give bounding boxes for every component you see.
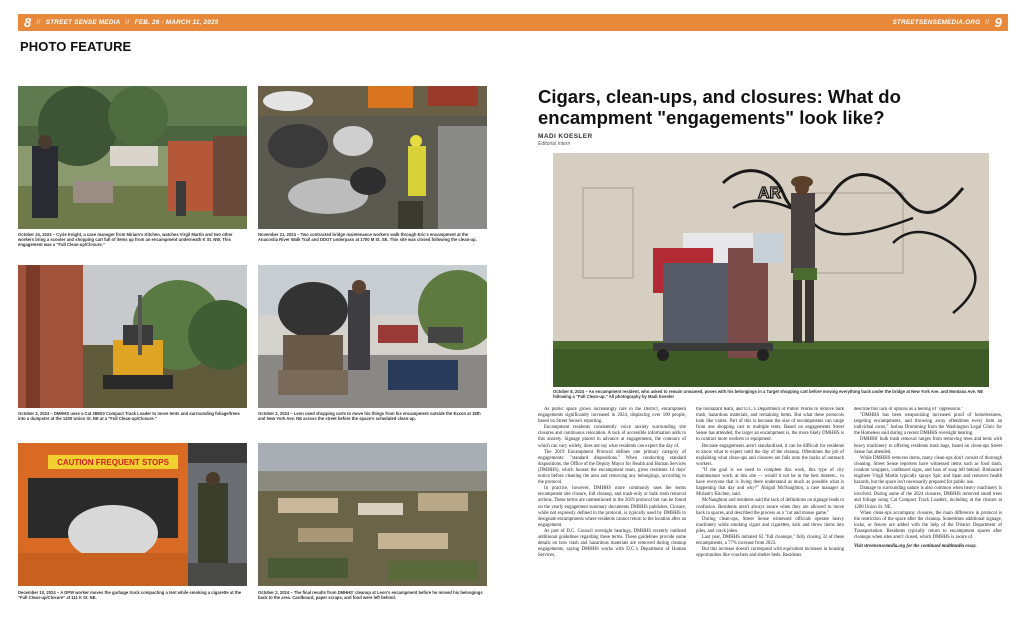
paragraph: Encampment residents consistently voice anxiety surrounding site closures and continuous relocation. A lack of accessible information adds to this anxiety. Signage placed in advance at engagements, the contours of which can vary widely, does not say what residents can expect the day of. (538, 425, 686, 449)
paragraph: the biohazard team, and D.C.'s Department of Public Works to remove bulk trash, hazardous materials, and remaining items. But what these protocols look like varies. Part of this is because the size of encampments can range from one shopping cart to multiple tents. Based on engagements Street Sense has attended, the larger an encampment is, the more likely DMHHS is to contract more workers or equipment. (696, 407, 844, 443)
page-number-left: 8 (24, 15, 32, 30)
article-column-1 (538, 407, 686, 607)
main-photo (553, 153, 989, 387)
section-title: PHOTO FEATURE (20, 39, 132, 54)
paragraph: McNaughton and residents said the lack of definitions on signage leads to confusion. Residents aren't always aware when they are allowed to move back to spaces, and described the process as a "cat and mouse game." (696, 498, 844, 516)
photo-6 (258, 443, 487, 586)
article-headline: Cigars, clean-ups, and closures: What do encampment "engagements" look like? (538, 86, 901, 128)
paragraph: The 2019 Encampment Protocol defines one primary category of engagements: "standard dispositions." When conducting standard dispositions, the Office of the Deputy Mayor for Health and Human Services (DMHHS), which houses the encampment team, gives residents 14 days' notice before cleaning the area and removing any belongings, according to the protocol. (538, 449, 686, 486)
photo-2-caption: November 21, 2024 – Two contracted bridge maintenance workers walk through Eric's encampment at the Anacostia River Walk Trail and DDOT underpass at 1700 M St. SE. This site was closed following the clean-up. (258, 232, 477, 243)
publication-name: STREET SENSE MEDIA (45, 19, 121, 26)
page-number-right: 9 (994, 15, 1002, 30)
header-right: STREETSENSEMEDIA.ORG // 9 (892, 15, 1002, 30)
paragraph: During clean-ups, Street Sense witnessed officials operate heavy machinery while smoking cigars and cigarettes, kick and throw items into piles, and crack jokes. (696, 516, 844, 534)
paragraph: "DMHHS has been weaponizing increased proof of homelessness, targeting encampments, and throwing away oftentimes every item an individual owns," Joshua Drumming from the Washington Legal Clinic for the Homeless said during a recent DMHHS oversight hearing. (854, 413, 1002, 437)
author-byline: MADI KOESLER (538, 133, 593, 140)
photo-5-caption: December 10, 2024 – A DPW worker moves the garbage truck compacting a tent while smoking a cigarette at the "Full Clean-up/Closure" at 111 K St. NE. (18, 590, 242, 601)
paragraph: But this increase doesn't correspond with equivalent increases in housing opportunities like vouchers and shelter beds. Residents (696, 547, 844, 559)
photo-4-caption: October 2, 2024 – Leon used shopping carts to move his things from his encampment outside the Exxon at 18th and New York Ave. NE across the street before the space's scheduled clean-up. (258, 411, 481, 422)
paragraph: As part of D.C. Council oversight hearings, DMHHS recently outlined additional guidelines regarding these terms. These guidelines provide some details on how trash and hazardous materials are removed during cleanup engagements, saying DMHHS works with D.C.'s Department of Human Services, (538, 528, 686, 559)
paragraph: describe this lack of options as a feeling of "oppression." (854, 407, 964, 412)
header-left: 8 // STREET SENSE MEDIA // FEB. 26 - MARCH 11, 2025 (24, 15, 219, 30)
photo-6-caption: October 2, 2024 – The final results from DMHHS' cleanup at Leon's encampment before he moved his belongings back to the area. Cardboard, paper scraps, and food were left behind. (258, 590, 483, 601)
paragraph: Last year, DMHHS initiated 62 "full cleanups," fully closing 32 of these encampments, a 77% increase from 2023. (696, 534, 844, 547)
website-link[interactable]: STREETSENSEMEDIA.ORG (892, 19, 981, 26)
photo-2 (258, 86, 487, 229)
truck-caution-sign: CAUTION FREQUENT STOPS (57, 458, 169, 467)
issue-date: FEB. 26 - MARCH 11, 2025 (134, 19, 219, 26)
article-column-3 (854, 407, 1002, 607)
article-column-2 (696, 407, 844, 607)
paragraph: When clean-ups accompany closures, the main difference in protocol is the restriction of the space after the cleanup. Sometimes additional signage, locks, or fences are added with the help of the District Department of Transportation. Residents typically return to encampment spaces after cleanups when sites aren't closed, which DMHHS is aware of. (854, 510, 1002, 540)
paragraph: In practice, however, DMHHS more commonly uses the terms encampment site closure, full cleanup, and trash-only or bulk trash removal actions. These terms are unmentioned in the 2019 protocol but can be found on the yearly engagement summary documents DMHHS publishes. Closure, while not expressly defined in the protocol, is typically used by DMHHS to designate encampments where residents cannot return to the location after an engagement. (538, 486, 686, 528)
paragraph: As public space grows increasingly rare in the District, encampment engagements significantly increased in 2024, displacing over 100 people, based on Street Sense's reporting. (538, 407, 686, 425)
main-photo-caption: October 8, 2024 – An encampment resident, who asked to remain unnamed, poses with his belongings in a Target shopping cart before moving everything back under the bridge at New York Ave. and Montana Ave. NE following a "Full Clean-up." All photography by Madi Koesler (553, 389, 984, 400)
paragraph: Damage to surrounding nature is also common when heavy machinery is involved. During some of the 2024 closures, DMHHS removed small trees and foliage using Cat Compact Track Loaders, including at the closure at 1200 Union St. NE. (854, 486, 1002, 510)
paragraph: Because engagements aren't standardized, it can be difficult for residents to know what to expect until the day of the cleanup. Oftentimes the job of explaining what clean-ups and closures are falls onto the backs of outreach workers. (696, 443, 844, 467)
photo-3-caption: October 3, 2024 – DMHHS uses a Cat 289D3 Compact Track Loader to move tents and surrounding foliage/trees into a dumpster at the 1200 Union St. NE at a "Full Clean-up/Closure." (18, 411, 240, 422)
author-role: Editorial Intern (538, 141, 571, 147)
continue-online-note[interactable]: Visit streetsensemedia.org for the continued multimedia essay. (854, 544, 977, 550)
photo-1 (18, 86, 247, 229)
photo-5 (18, 443, 247, 586)
page-header-bar (18, 14, 1008, 31)
graffiti-tag: AR (758, 185, 782, 202)
paragraph: "If the goal is we need to complete this work, this type of city maintenance work, at this site — would it not be in the best interest... to have everyone that is living there understand as much as possible what is happening that day and why?" Abigail McNaughton, a case manager at Miriam's Kitchen, said. (696, 467, 844, 498)
photo-4 (258, 265, 487, 408)
paragraph: DMHHS' bulk trash removal ranges from removing trees and tents with heavy machinery to offering residents trash bags, based on clean-ups Street Sense has attended. (854, 437, 1002, 455)
article-body (538, 407, 1003, 607)
paragraph: While DMHHS removes items, many clean-ups don't consist of thorough cleaning. Street Sense reporters have witnessed items such as food trash, condom wrappers, cardboard signs, and bars of soap left behind. Biohazard engineer Virgil Martin typically sprays Spic and Span and removes health hazards, but the space isn't necessarily prepared for public use. (854, 455, 1002, 486)
photo-1-caption: October 24, 2024 – Cyrie Knight, a case manager from Miriam's Kitchen, watches Virgil Martin and two other workers bring a scooter and shopping cart full of items up from an encampment underneath K St. NW. This engagement was a "Full Clean-up/Closure." (18, 232, 233, 248)
photo-3 (18, 265, 247, 408)
